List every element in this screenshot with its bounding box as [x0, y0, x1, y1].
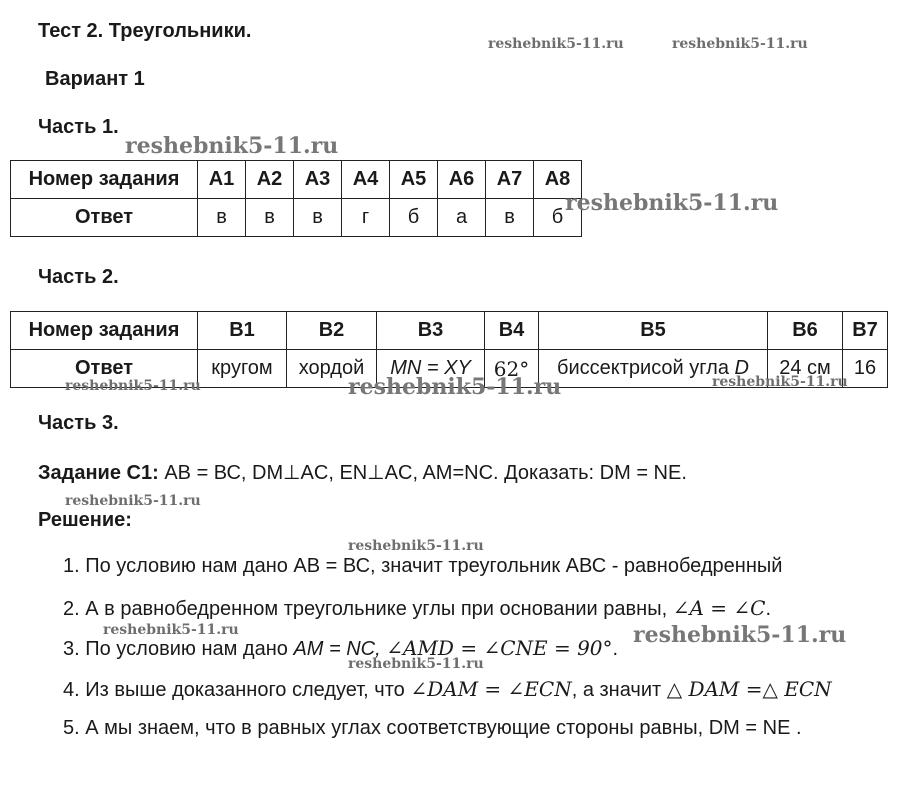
task-header-cell: Номер задания [11, 161, 198, 199]
task-cell: В6 [768, 312, 843, 350]
task-header-cell: Номер задания [11, 312, 198, 350]
answer-cell: в [198, 199, 246, 237]
answer-cell: б [534, 199, 582, 237]
watermark: reshebnik5-11.ru [672, 36, 808, 52]
answer-cell: г [342, 199, 390, 237]
watermark: reshebnik5-11.ru [65, 493, 201, 509]
task-cell: А2 [246, 161, 294, 199]
solution-step-3 [63, 636, 618, 661]
page-title: Тест 2. Треугольники. [38, 20, 252, 42]
part3-heading: Часть 3. [38, 412, 119, 434]
answer-header-cell: Ответ [11, 350, 198, 388]
solution-label: Решение: [38, 509, 132, 531]
solution-step-1: 1. По условию нам дано АВ = ВС, значит треугольник АВС - равнобедренный [63, 555, 783, 577]
task-cell: В4 [485, 312, 539, 350]
answer-cell: в [294, 199, 342, 237]
watermark: reshebnik5-11.ru [348, 374, 562, 400]
step-2-text: 2. А в равнобедренном треугольнике углы при основании равны, [63, 598, 668, 620]
answer-cell: хордой [287, 350, 377, 388]
watermark: reshebnik5-11.ru [348, 538, 484, 554]
watermark: reshebnik5-11.ru [565, 190, 779, 216]
task-cell: В5 [539, 312, 768, 350]
solution-step-5: 5. А мы знаем, что в равных углах соответствующие стороны равны, DM = NE . [63, 717, 802, 739]
task-c1 [38, 460, 687, 485]
table-row [11, 312, 888, 350]
answer-cell: б [390, 199, 438, 237]
task-cell: А8 [534, 161, 582, 199]
variant-label: Вариант 1 [45, 68, 145, 90]
task-cell: А3 [294, 161, 342, 199]
task-cell: В1 [198, 312, 287, 350]
watermark: reshebnik5-11.ru [633, 622, 847, 648]
answer-b5-var: D [734, 357, 749, 379]
answer-cell: MN = XY [377, 350, 485, 388]
answer-cell: 62° [485, 350, 539, 388]
task-cell: А4 [342, 161, 390, 199]
watermark: reshebnik5-11.ru [125, 133, 339, 159]
task-cell: А1 [198, 161, 246, 199]
step-3-math-1: AM = NC, [293, 638, 381, 660]
task-cell: В2 [287, 312, 377, 350]
step-4-text: 4. Из выше доказанного следует, что [63, 679, 405, 701]
task-c1-text: АВ = ВС, DM⊥AC, EN⊥AC, AM=NC. Доказать: DM = NE. [164, 462, 687, 484]
part1-table [10, 160, 582, 237]
watermark: reshebnik5-11.ru [712, 374, 848, 390]
step-3-math-2: ∠AMD = ∠CNE = 90° [386, 636, 613, 660]
watermark: reshebnik5-11.ru [488, 36, 624, 52]
watermark: reshebnik5-11.ru [65, 378, 201, 394]
part1-heading: Часть 1. [38, 116, 119, 138]
task-cell: В7 [843, 312, 888, 350]
step-4-math-1: ∠DAM = ∠ECN [410, 677, 572, 701]
watermark: reshebnik5-11.ru [348, 656, 484, 672]
step-3-end: . [612, 638, 619, 660]
step-2-math: ∠A = ∠C [672, 596, 766, 620]
task-cell: А5 [390, 161, 438, 199]
answer-cell: в [246, 199, 294, 237]
table-row [11, 199, 582, 237]
answer-cell: 16 [843, 350, 888, 388]
answer-cell: 24 см [768, 350, 843, 388]
answer-b5-text: биссектрисой угла [557, 357, 729, 379]
task-cell: А6 [438, 161, 486, 199]
answer-cell: а [438, 199, 486, 237]
part2-heading: Часть 2. [38, 266, 119, 288]
task-cell: А7 [486, 161, 534, 199]
task-c1-label: Задание С1: [38, 462, 159, 484]
watermark: reshebnik5-11.ru [103, 622, 239, 638]
step-4-math-2: △ DAM =△ ECN [666, 677, 832, 701]
step-3-text: 3. По условию нам дано [63, 638, 288, 660]
task-cell: В3 [377, 312, 485, 350]
answer-cell: кругом [198, 350, 287, 388]
step-2-end: . [765, 598, 771, 620]
step-4-mid: , а значит [571, 679, 662, 701]
table-row [11, 161, 582, 199]
answer-header-cell: Ответ [11, 199, 198, 237]
answer-cell: в [486, 199, 534, 237]
solution-step-2 [63, 596, 771, 621]
solution-step-4 [63, 677, 832, 702]
